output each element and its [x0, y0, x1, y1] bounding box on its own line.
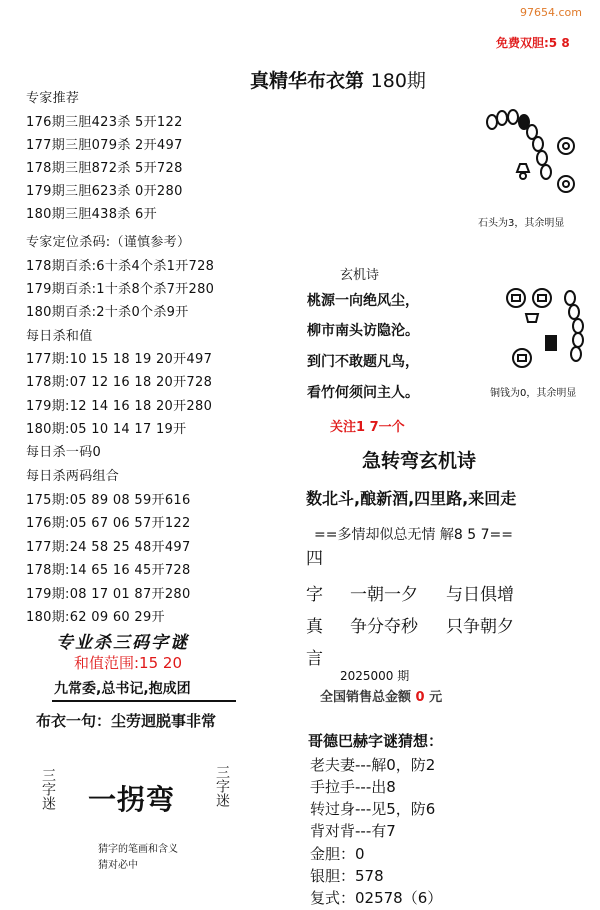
list-item: 老夫妻---解0，防2	[310, 756, 436, 774]
turn-poem-title: 急转弯玄机诗	[362, 450, 477, 472]
stone-caption: 石头为3，其余明显	[478, 218, 565, 229]
list-item: 178期三胆872杀 5开728	[26, 161, 183, 176]
riddle-clue: 九常委,总书记,抱成团	[52, 678, 236, 702]
goldbach-title: 哥德巴赫字谜猜想：	[308, 732, 444, 750]
poem-line: 到门不敢题凡鸟，	[307, 354, 419, 370]
phrase: 争分夺秒	[350, 617, 418, 637]
coin-caption: 铜钱为0，其余明显	[490, 388, 577, 399]
page-title	[250, 66, 426, 93]
list-item: 复式：02578（6）	[310, 889, 443, 907]
phrase-row	[306, 612, 596, 637]
coin-illustration	[500, 284, 596, 380]
title-text: 真精华布衣第	[250, 70, 365, 92]
saying: 布衣一句：尘劳迥脱事非常	[36, 712, 217, 730]
free-pick: 免费双胆:5 8	[496, 36, 570, 50]
list-item: 177期三胆079杀 2开497	[26, 138, 183, 153]
expert-title: 专家推荐	[26, 91, 80, 106]
list-item: 179期百杀:1十杀8个杀7开280	[26, 282, 215, 297]
list-item: 银胆：578	[310, 867, 384, 885]
list-item: 手拉手---出8	[310, 778, 396, 796]
poem-title: 玄机诗	[340, 268, 380, 283]
daily-one-code: 每日杀一码0	[26, 445, 102, 460]
list-item: 178期百杀:6十杀4个杀1开728	[26, 259, 215, 274]
list-item: 179期三胆623杀 0开280	[26, 184, 183, 199]
turn-poem-line: 数北斗,酿新酒,四里路,来回走	[306, 489, 517, 508]
list-item: 180期:62 09 60 29开	[26, 610, 165, 625]
sales-unit: 元	[429, 690, 443, 705]
list-item: 180期:05 10 14 17 19开	[26, 422, 187, 437]
stone-illustration	[480, 108, 590, 208]
list-item: 176期三胆423杀 5开122	[26, 115, 183, 130]
list-item: 金胆：0	[310, 845, 365, 863]
focus-text: 关注1 7一个	[330, 420, 405, 435]
list-item: 175期:05 89 08 59开616	[26, 493, 191, 508]
riddle-left-label: 三字迷	[40, 768, 56, 810]
riddle-right-label: 三字迷	[214, 765, 230, 807]
title-issue: 180期	[370, 70, 426, 92]
poem-line: 柳市南头访隐沦。	[307, 323, 419, 339]
list-item: 背对背---有7	[310, 822, 396, 840]
phrase: 与日俱增	[446, 585, 514, 605]
lottery-issue: 2025000 期	[340, 669, 410, 683]
list-item: 转过身---见5，防6	[310, 800, 436, 818]
list-item: 179期:12 14 16 18 20开280	[26, 399, 213, 414]
vertical-char: 字	[306, 585, 323, 605]
vertical-char: 四	[306, 549, 323, 569]
list-item: 177期:24 58 25 48开497	[26, 540, 191, 555]
list-item: 180期三胆438杀 6开	[26, 207, 157, 222]
position-kill-title: 专家定位杀码:（谨慎参考）	[26, 235, 191, 250]
daily-sum-title: 每日杀和值	[26, 329, 93, 344]
list-item: 178期:07 12 16 18 20开728	[26, 375, 213, 390]
poem-line: 桃源一向绝风尘，	[307, 293, 419, 309]
sales-value: 0	[415, 690, 425, 705]
phrase: 一朝一夕	[350, 585, 418, 605]
riddle-hint-2: 猜对必中	[98, 860, 138, 871]
sum-range: 和值范围:15 20	[74, 654, 182, 672]
list-item: 179期:08 17 01 87开280	[26, 587, 191, 602]
pro-riddle-title: 专业杀三码字谜	[56, 633, 189, 653]
daily-two-title: 每日杀两码组合	[26, 469, 120, 484]
watermark: 97654.com	[520, 6, 582, 19]
phrase-row	[306, 580, 596, 605]
list-item: 177期:10 15 18 19 20开497	[26, 352, 213, 367]
riddle-main: 一拐弯	[88, 783, 176, 816]
phrase: 只争朝夕	[446, 617, 514, 637]
list-item: 176期:05 67 06 57开122	[26, 516, 191, 531]
list-item: 178期:14 65 16 45开728	[26, 563, 191, 578]
turn-poem-hint: ==多情却似总无情 解8 5 7==	[314, 527, 513, 543]
vertical-char: 真	[306, 617, 323, 637]
riddle-hint: 猜字的笔画和含义	[98, 844, 178, 855]
sales-total	[320, 686, 442, 705]
vertical-char: 言	[306, 649, 323, 669]
sales-label: 全国销售总金额	[320, 690, 412, 705]
list-item: 180期百杀:2十杀0个杀9开	[26, 305, 189, 320]
poem-line: 看竹何须问主人。	[307, 385, 419, 401]
